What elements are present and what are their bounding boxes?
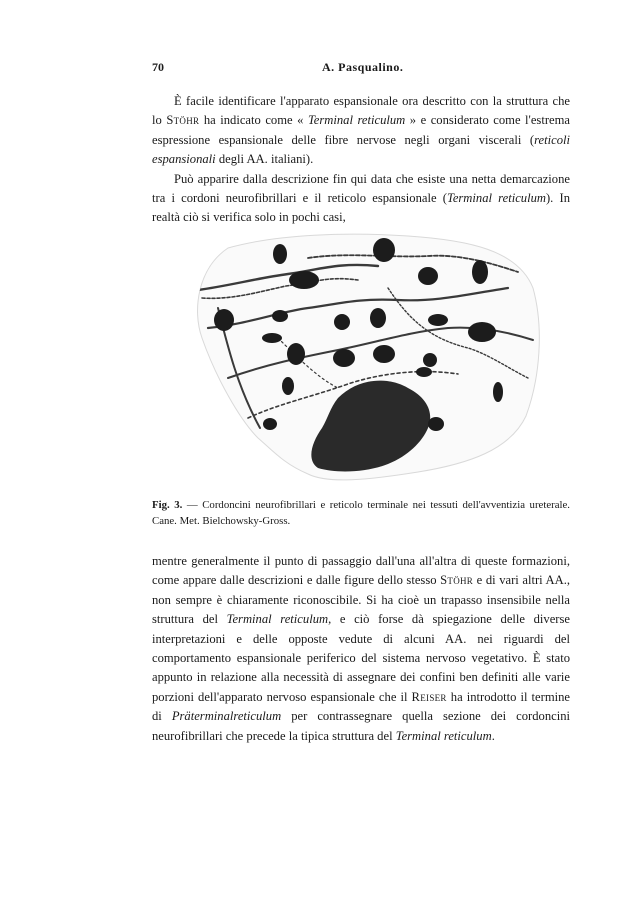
running-head: A. Pasqualino. bbox=[322, 60, 404, 74]
text-run: ha introdotto il termine di bbox=[152, 689, 570, 724]
text-run: degli AA. italiani). bbox=[215, 152, 314, 167]
cell-nucleus bbox=[418, 267, 438, 285]
figure-caption bbox=[152, 497, 570, 529]
running-header bbox=[152, 60, 568, 78]
cell-nucleus bbox=[214, 309, 234, 331]
cell-nucleus bbox=[289, 271, 319, 289]
author-name-reiser: Reiser bbox=[411, 689, 447, 704]
paragraph-1 bbox=[152, 92, 570, 228]
text-run: È facile identificare l'apparato espansionale ora descritto con la struttura che lo bbox=[152, 94, 570, 128]
cell-nucleus bbox=[370, 308, 386, 328]
text-run: ). In realtà ciò si verifica solo in pochi casi, bbox=[152, 191, 571, 225]
paragraph-2-text bbox=[152, 552, 570, 746]
term-terminal-reticulum: Terminal reticulum bbox=[307, 113, 406, 128]
term-reticoli-espansionali: reticoli espansionali bbox=[152, 132, 570, 167]
author-name-stohr: Stöhr bbox=[440, 573, 474, 588]
cell-nucleus bbox=[472, 260, 488, 284]
text-run: mentre generalmente il punto di passaggio dall'una all'altra di queste formazioni, come appare dalle descrizioni e dalle figure dello stesso bbox=[152, 554, 570, 588]
cell-nucleus bbox=[287, 343, 305, 365]
term-praterminalreticulum: Präterminalreticulum bbox=[171, 709, 282, 724]
term-terminal-reticulum: Terminal reticulum bbox=[395, 728, 492, 743]
figure-label: Fig. 3. bbox=[152, 499, 183, 511]
cell-nucleus bbox=[282, 377, 294, 395]
microscopy-drawing bbox=[188, 228, 546, 490]
page-number: 70 bbox=[152, 60, 164, 74]
text-run: , e ciò forse dà spiegazione delle diverse interpretazioni e delle opposte vedute di alcuni AA. nei riguardi del comportamento espansionale periferico del sistema nervoso vegetativo. È stato appunto in relazione alla necessità di assegnare dei confini ben definiti alle varie porzioni dell'apparato nervoso espansionale che il bbox=[152, 612, 570, 704]
cell-nucleus bbox=[263, 418, 277, 430]
cell-nucleus bbox=[334, 314, 350, 330]
cell-nucleus bbox=[423, 353, 437, 367]
text-run: Può apparire dalla descrizione fin qui data che esiste una netta demarcazione tra i cordoni neurofibrillari e il reticolo espansionale ( bbox=[152, 171, 570, 206]
cell-nucleus bbox=[468, 322, 496, 342]
figure-caption-text: — Cordoncini neurofibrillari e reticolo terminale nei tessuti dell'avventizia ureterale. Cane. Met. Bielchowsky-Gross. bbox=[152, 499, 570, 527]
paragraph-1-sentence-a bbox=[152, 92, 570, 170]
text-run: ha indicato come « bbox=[199, 113, 308, 128]
cell-nucleus bbox=[373, 238, 395, 262]
cell-nucleus bbox=[333, 349, 355, 367]
cell-nucleus bbox=[262, 333, 282, 343]
cell-nucleus bbox=[493, 382, 503, 402]
text-run: » e considerato come l'estrema espressione espansionale delle fibre nervose negli organi viscerali ( bbox=[152, 113, 570, 147]
paragraph-2 bbox=[152, 552, 570, 746]
cell-nucleus bbox=[428, 417, 444, 431]
figure-3-illustration bbox=[188, 228, 546, 490]
text-run: per contrassegnare quella sezione dei cordoncini neurofibrillari che precede la tipica struttura del bbox=[152, 709, 570, 743]
cell-nucleus bbox=[416, 367, 432, 377]
cell-nucleus bbox=[428, 314, 448, 326]
author-name-stohr: Stöhr bbox=[166, 113, 200, 128]
term-terminal-reticulum: Terminal reticulum bbox=[226, 612, 329, 627]
term-terminal-reticulum: Terminal reticulum bbox=[446, 191, 546, 206]
text-run: . bbox=[491, 728, 495, 743]
cell-nucleus bbox=[272, 310, 288, 322]
cell-nucleus bbox=[273, 244, 287, 264]
text-run: e di vari altri AA., non sempre è chiaramente riconoscibile. Si ha cioè un trapasso insensibile nella struttura del bbox=[152, 573, 570, 627]
cell-nucleus bbox=[373, 345, 395, 363]
paragraph-1-sentence-b bbox=[152, 170, 570, 228]
